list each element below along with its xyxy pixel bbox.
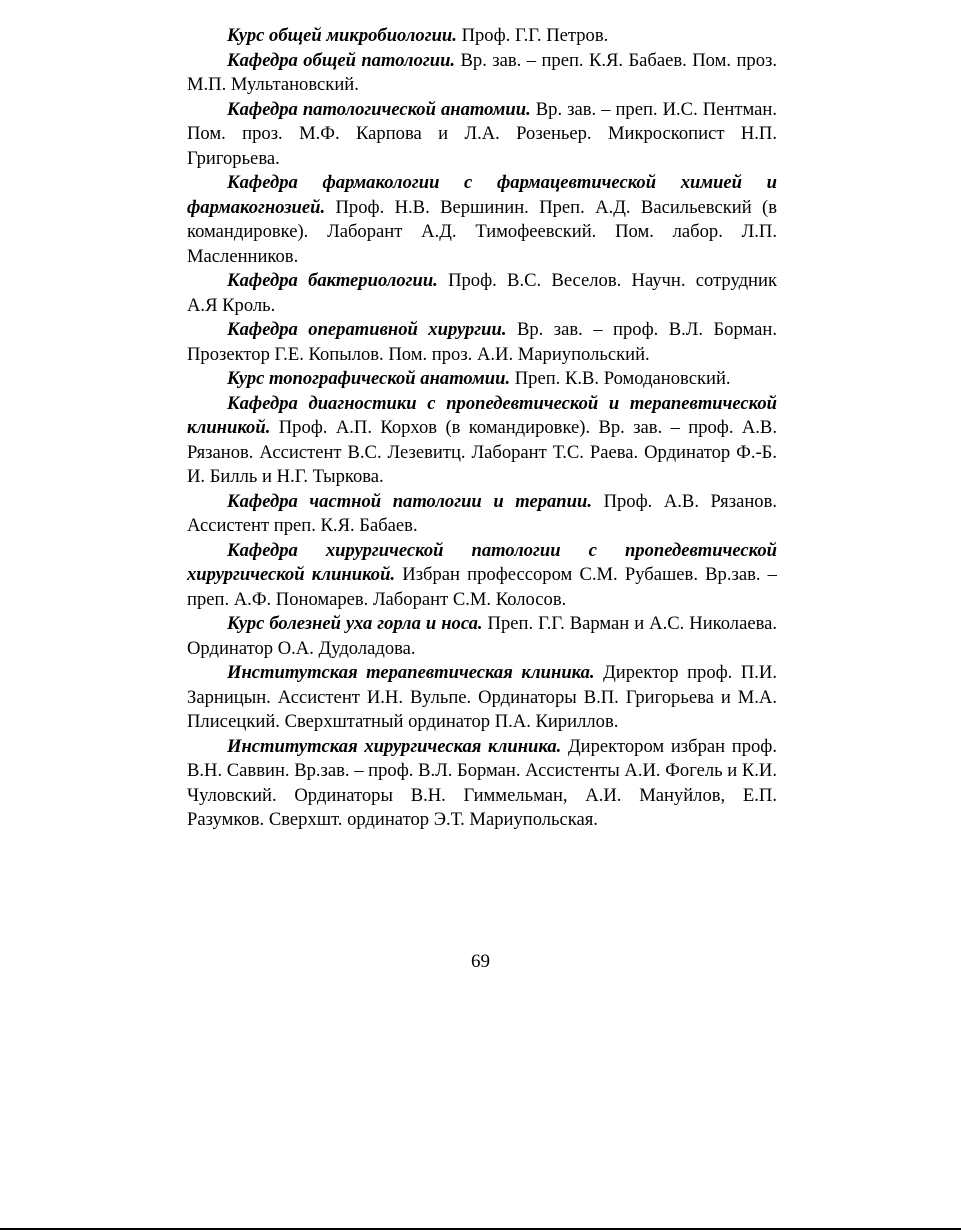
page-body xyxy=(187,24,777,833)
entry-heading: Курс общей микробиологии. xyxy=(227,25,457,46)
entry-heading: Кафедра бактериологии. xyxy=(227,270,438,291)
entry-therapeutic-clinic xyxy=(187,661,777,735)
entry-heading: Кафедра фармакологии с фармацевтической химией и фармакогнозией. xyxy=(187,172,777,218)
entry-text: Проф. Г.Г. Петров. xyxy=(461,25,609,46)
entry-heading: Кафедра хирургической патологии с пропедевтической хирургической клиникой. xyxy=(187,539,777,585)
entry-text: Проф. Н.В. Вершинин. Преп. А.Д. Васильевский (в командировке). Лаборант А.Д. Тимофеевский. Пом. лабор. Л.П. Масленников. xyxy=(187,196,778,267)
entry-heading: Кафедра общей патологии. xyxy=(227,49,456,71)
entry-text: Проф. В.С. Веселов. Научн. сотрудник А.Я Кроль. xyxy=(187,270,777,316)
entry-heading: Кафедра частной патологии и терапии. xyxy=(227,490,592,512)
entry-operative-surgery xyxy=(187,318,777,367)
entry-diagnostics xyxy=(187,392,777,490)
entry-text: Вр. зав. – проф. В.Л. Борман. Прозектор Г.Е. Копылов. Пом. проз. А.И. Мариупольский. xyxy=(187,319,777,365)
entry-text: Проф. А.В. Рязанов. Ассистент преп. К.Я. Бабаев. xyxy=(187,490,777,536)
entry-text: Директором избран проф. В.Н. Саввин. Вр.зав. – проф. В.Л. Борман. Ассистенты А.И. Фогель и К.И. Чуловский. Ординаторы В.Н. Гиммельман, А.И. Мануйлов, Е.П. Разумков. Сверхшт. ординатор Э.Т. Мариупольская. xyxy=(187,735,778,830)
entry-surgical-clinic xyxy=(187,735,777,833)
entry-heading: Институтская терапевтическая клиника. xyxy=(227,662,595,683)
entry-heading: Курс болезней уха горла и носа. xyxy=(227,613,483,634)
entry-ent-course xyxy=(187,612,777,661)
entry-pharmacology xyxy=(187,171,777,269)
entry-text: Преп. Г.Г. Варман и А.С. Николаева. Ординатор О.А. Дудоладова. xyxy=(187,613,778,659)
entry-special-pathology xyxy=(187,490,777,539)
entry-text: Вр. зав. – преп. К.Я. Бабаев. Пом. проз. М.П. Мультановский. xyxy=(187,49,777,95)
entry-text: Проф. А.П. Корхов (в командировке). Вр. зав. – проф. А.В. Рязанов. Ассистент В.С. Лезевитц. Лаборант Т.С. Раева. Ординатор Ф.-Б. И. Билль и Н.Г. Тыркова. xyxy=(187,417,777,487)
entry-heading: Курс топографической анатомии. xyxy=(227,368,511,389)
entry-text: Преп. К.В. Ромодановский. xyxy=(514,368,731,389)
entry-text: Избран профессором С.М. Рубашев. Вр.зав. – преп. А.Ф. Пономарев. Лаборант С.М. Колосов. xyxy=(187,564,777,610)
entry-bacteriology xyxy=(187,269,777,318)
entry-surgical-pathology xyxy=(187,539,777,613)
entry-heading: Кафедра патологической анатомии. xyxy=(227,98,531,120)
entry-heading: Институтская хирургическая клиника. xyxy=(227,735,562,757)
entry-text: Директор проф. П.И. Зарницын. Ассистент И.Н. Вульпе. Ординаторы В.П. Григорьева и М.А. Плисецкий. Сверхштатный ординатор П.А. Кириллов. xyxy=(187,662,777,732)
entry-heading: Кафедра диагностики с пропедевтической и терапевтической клиникой. xyxy=(187,392,777,438)
entry-text: Вр. зав. – преп. И.С. Пентман. Пом. проз. М.Ф. Карпова и Л.А. Розеньер. Микроскопист Н.П. Григорьева. xyxy=(187,98,777,169)
entry-general-pathology xyxy=(187,49,777,98)
entry-heading: Кафедра оперативной хирургии. xyxy=(227,319,507,340)
entry-pathological-anatomy xyxy=(187,98,777,172)
entry-microbiology-course xyxy=(187,24,777,49)
entry-topographic-anatomy xyxy=(187,367,777,392)
page-number: 69 xyxy=(471,951,490,972)
